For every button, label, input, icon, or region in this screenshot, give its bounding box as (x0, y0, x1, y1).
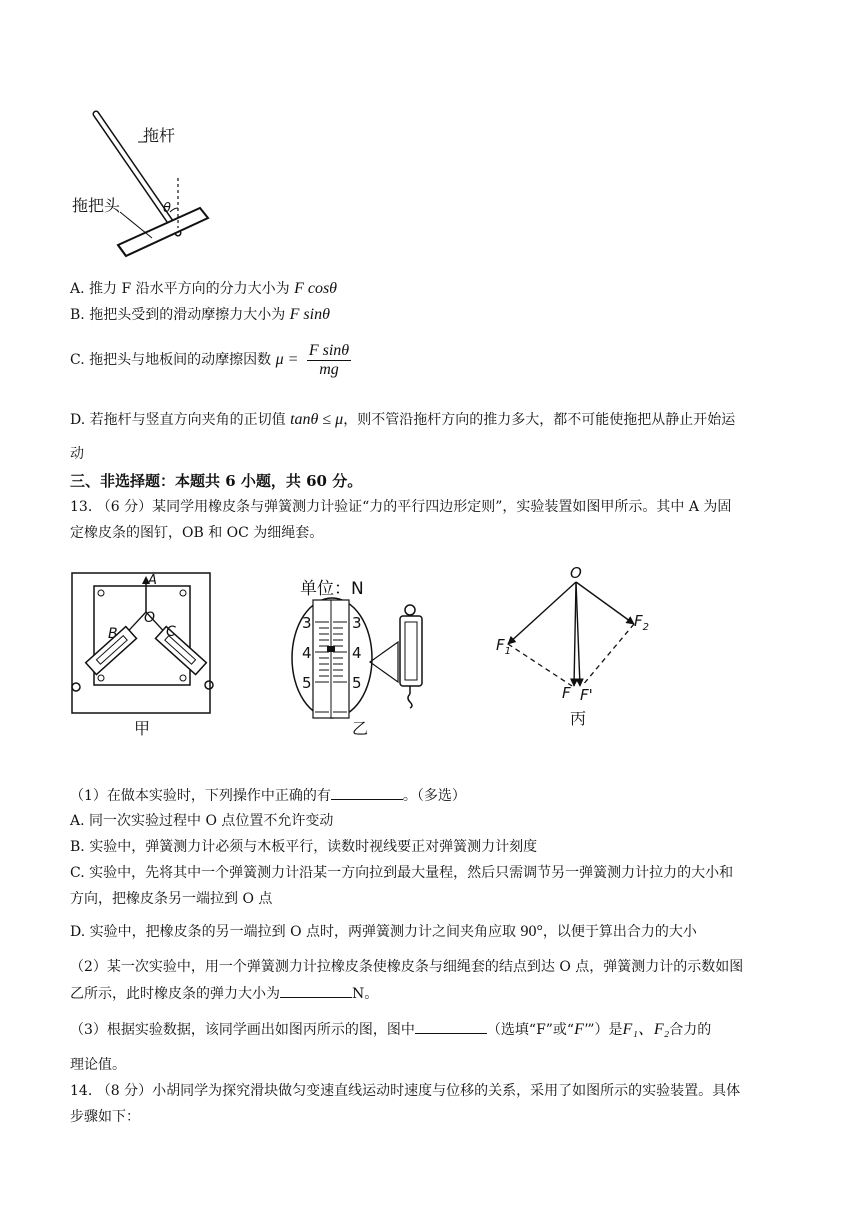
tick-left-5: 5 (302, 674, 312, 692)
q13-option-d-text-2: ，以便于算出合力的大小 (542, 924, 697, 940)
q13-option-a: A. 同一次实验过程中 O 点位置不允许变动 (70, 813, 334, 829)
label-f2-sub: 2 (642, 622, 650, 633)
label-f-prime: F' (580, 686, 593, 704)
q13-option-d-math: 90° (520, 923, 543, 940)
fraction-denominator: mg (319, 360, 339, 378)
q13-option-c-line-2: 方向，把橡皮条另一端拉到 O 点 (70, 891, 273, 907)
q12-option-a (70, 279, 337, 299)
caption-jia: 甲 (134, 719, 151, 738)
label-a: A (148, 573, 157, 588)
q12-option-c (70, 340, 351, 384)
q12-option-a-math: F cosθ (294, 280, 338, 297)
caption-bing: 丙 (570, 709, 587, 728)
q12-option-d-continued: 动 (70, 446, 84, 462)
answer-blank-3[interactable] (415, 1019, 487, 1034)
tick-right-5: 5 (352, 674, 362, 692)
q13-part2-line-1: （2）某一次实验中，用一个弹簧测力计拉橡皮条使橡皮条与细绳套的结点到达 O 点，弹簧测力计的示数如图 (70, 959, 744, 975)
q13-part3-line-1 (70, 1019, 711, 1040)
answer-blank-1[interactable] (331, 785, 403, 800)
q14-stem-line-1: 14. （8 分）小胡同学为探究滑块做匀变速直线运动时速度与位移的关系，采用了如图所示的实验装置。具体 (70, 1083, 741, 1099)
q13-part3-text-4: 合力的 (669, 1022, 712, 1038)
tick-right-3: 3 (352, 614, 362, 632)
mop-figure (60, 100, 280, 270)
q14-stem-line-2: 步骤如下： (70, 1109, 140, 1125)
q13-option-d-text-1: D. 实验中，把橡皮条的另一端拉到 O 点时，两弹簧测力计之间夹角应取 (70, 924, 517, 940)
q13-part3-text-3: ”）是 (587, 1022, 623, 1038)
figure-yi (286, 570, 446, 740)
tick-left-3: 3 (302, 614, 312, 632)
q13-part1-text: （1）在做本实验时，下列操作中正确的有 (70, 788, 331, 804)
label-c: C (166, 624, 176, 640)
q13-option-d (70, 922, 697, 942)
tick-right-4: 4 (352, 644, 362, 662)
q13-option-b: B. 实验中，弹簧测力计必须与木板平行，读数时视线要正对弹簧测力计刻度 (70, 839, 538, 855)
label-o: O (570, 564, 582, 582)
label-f1-main: F (496, 636, 505, 654)
q13-part3-text-1: （3）根据实验数据，该同学画出如图丙所示的图，图中 (70, 1022, 415, 1038)
q12-option-a-text: A. 推力 F 沿水平方向的分力大小为 (70, 281, 290, 297)
q13-part3-math-2: F₁、F₂ (622, 1021, 670, 1038)
label-f1 (496, 636, 511, 657)
q13-part3-line-2: 理论值。 (70, 1057, 126, 1073)
label-f1-sub: 1 (504, 646, 512, 657)
unit-label: 单位：N (300, 579, 364, 599)
q13-part3-math: F′ (574, 1021, 588, 1038)
answer-blank-2[interactable] (280, 983, 352, 998)
q13-part2-text: 乙所示，此时橡皮条的弹力大小为 (70, 986, 280, 1002)
q12-option-c-text: C. 拖把头与地板间的动摩擦因数 (70, 352, 272, 368)
q12-option-b-math: F sinθ (289, 306, 330, 323)
section-title: 三、非选择题：本题共 6 小题，共 60 分。 (70, 472, 363, 490)
label-f2-main: F (634, 612, 643, 630)
label-f: F (562, 684, 571, 702)
q13-part3-text-2: （选填“F”或“ (486, 1022, 575, 1038)
label-f2 (634, 612, 649, 633)
label-o: O (144, 610, 156, 626)
q12-option-d-text-1: D. 若拖杆与竖直方向夹角的正切值 (70, 412, 286, 428)
q13-stem-line-2: 定橡皮条的图钉，OB 和 OC 为细绳套。 (70, 525, 324, 541)
q12-option-d-text-2: ，则不管沿拖杆方向的推力多大，都不可能使拖把从静止开始运 (343, 412, 736, 428)
q13-part2-unit: N。 (352, 986, 379, 1002)
caption-yi: 乙 (352, 719, 369, 738)
q12-option-b (70, 305, 330, 325)
q13-stem-line-1: 13. （6 分）某同学用橡皮条与弹簧测力计验证“力的平行四边形定则”，实验装置如图甲所示。其中 A 为固 (70, 499, 732, 515)
q13-part2-line-2 (70, 983, 378, 1004)
tick-left-4: 4 (302, 644, 312, 662)
figure-jia (70, 570, 220, 740)
q13-part1 (70, 785, 466, 806)
q12-option-b-text: B. 拖把头受到的滑动摩擦力大小为 (70, 307, 286, 323)
q12-option-d (70, 410, 735, 430)
angle-label: θ (163, 201, 171, 216)
handle-label: 拖杆 (143, 126, 176, 145)
q12-option-c-fraction (307, 342, 351, 379)
head-label: 拖把头 (72, 196, 121, 215)
label-b: B (108, 626, 118, 642)
q13-option-c-line-1: C. 实验中，先将其中一个弹簧测力计沿某一方向拉到最大量程，然后只需调节另一弹簧测力计拉力的大小和 (70, 865, 734, 881)
q12-option-c-mu: μ = (275, 351, 299, 368)
q12-option-d-math: tanθ ≤ μ (290, 411, 344, 428)
figure-bing (494, 564, 674, 734)
fraction-numerator: F sinθ (308, 341, 350, 359)
q13-part1-tail: 。（多选） (402, 788, 466, 804)
